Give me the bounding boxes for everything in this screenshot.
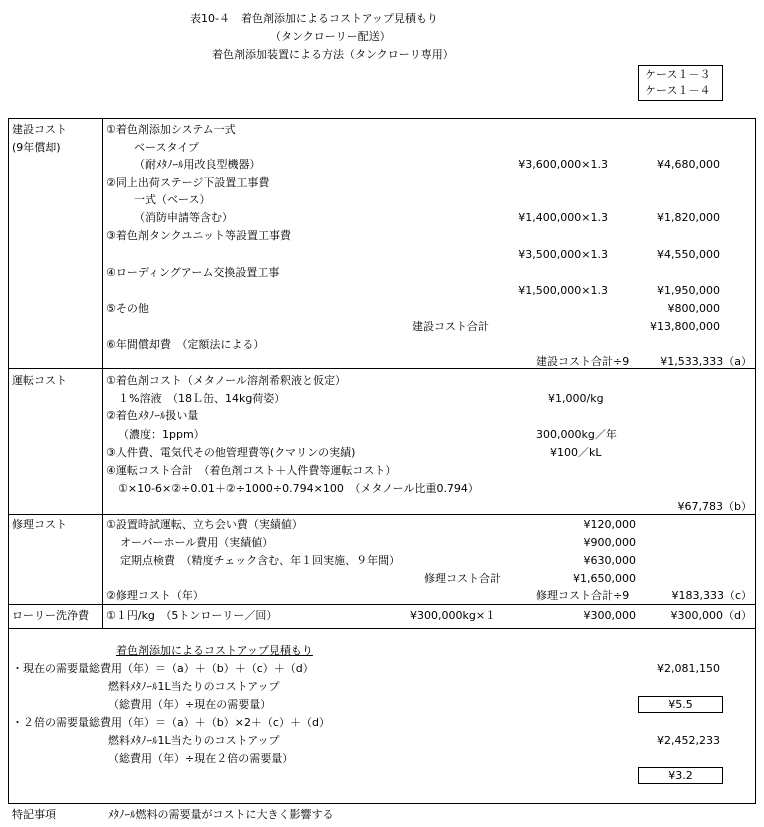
- summary-current-costup: 燃料ﾒﾀﾉｰﾙ1L当たりのコストアップ: [108, 680, 280, 693]
- construction-item4-value: ¥1,950,000: [657, 284, 720, 297]
- construction-item3-calc: ¥3,500,000×1.3: [518, 248, 608, 261]
- construction-item1-detail: （耐ﾒﾀﾉｰﾙ用改良型機器）: [134, 158, 261, 171]
- note-label: 特記事項: [12, 808, 56, 821]
- construction-item4: ④ローディングアーム交換設置工事: [106, 266, 280, 279]
- construction-item5-value: ¥800,000: [667, 302, 720, 315]
- repair-annual-value: ¥183,333（c）: [671, 589, 752, 602]
- repair-total-label: 修理コスト合計: [424, 572, 501, 585]
- construction-item4-calc: ¥1,500,000×1.3: [518, 284, 608, 297]
- operation-item2-value: 300,000kg／年: [536, 428, 617, 441]
- operation-item1-detail: １%溶液 （18Ｌ缶、14kg荷姿）: [118, 392, 286, 405]
- construction-item2-detail: （消防申請等含む）: [134, 211, 233, 224]
- repair-overhaul-value: ¥900,000: [583, 536, 636, 549]
- construction-label: 建設コスト: [12, 123, 67, 136]
- repair-total-value: ¥1,650,000: [573, 572, 636, 585]
- operation-formula: ①×10-6×②÷0.01＋②÷1000÷0.794×100 （メタノール比重0.794）: [118, 482, 479, 495]
- case-label-2: ケース１－４: [645, 84, 711, 97]
- summary-current-formula: （総費用（年）÷現在の需要量）: [108, 698, 272, 711]
- washing-calc: ¥300,000kg×１: [410, 609, 497, 622]
- repair-inspection: 定期点検費 （精度チェック含む、年１回実施、９年間）: [120, 554, 401, 567]
- construction-item1: ①着色剤添加システム一式: [106, 123, 236, 136]
- repair-label: 修理コスト: [12, 518, 67, 531]
- construction-item3-value: ¥4,550,000: [657, 248, 720, 261]
- construction-item5: ⑤その他: [106, 302, 149, 315]
- case-label-1: ケース１－３: [645, 68, 711, 81]
- repair-overhaul: オーバーホール費用（実績値）: [120, 536, 274, 549]
- summary-heading: 着色剤添加によるコストアップ見積もり: [116, 644, 313, 657]
- operation-item3-value: ¥100／kL: [550, 446, 602, 459]
- construction-total-label: 建設コスト合計: [412, 320, 489, 333]
- page-method: 着色剤添加装置による方法（タンクローリ専用）: [212, 48, 454, 61]
- summary-double-formula: （総費用（年）÷現在２倍の需要量）: [108, 752, 294, 765]
- page-title: 表10-４ 着色剤添加によるコストアップ見積もり: [190, 12, 438, 25]
- summary-current-result: ¥5.5: [668, 698, 693, 711]
- construction-annual-value: ¥1,533,333（a）: [660, 355, 752, 368]
- section-divider-operation: [8, 368, 756, 369]
- washing-value2: ¥300,000（d）: [670, 609, 752, 622]
- washing-value1: ¥300,000: [583, 609, 636, 622]
- construction-item1-value: ¥4,680,000: [657, 158, 720, 171]
- section-divider-summary: [8, 628, 756, 629]
- summary-double-result: ¥3.2: [668, 769, 693, 782]
- construction-item2-sub: 一式（ベース）: [134, 193, 211, 206]
- construction-item2-value: ¥1,820,000: [657, 211, 720, 224]
- construction-item2: ②同上出荷ステージ下設置工事費: [106, 176, 270, 189]
- construction-annual-label: 建設コスト合計÷9: [536, 355, 630, 368]
- note-text: ﾒﾀﾉｰﾙ燃料の需要量がコストに大きく影響する: [108, 808, 334, 821]
- current-result-box: [638, 696, 723, 713]
- section-divider-repair: [8, 514, 756, 515]
- construction-total-value: ¥13,800,000: [650, 320, 720, 333]
- label-column-divider: [102, 118, 103, 628]
- case-box: [638, 65, 723, 101]
- summary-double-costup: 燃料ﾒﾀﾉｰﾙ1L当たりのコストアップ: [108, 734, 280, 747]
- washing-item: ①１円/kg （5トンローリー／回）: [106, 609, 278, 622]
- operation-label: 運転コスト: [12, 374, 67, 387]
- construction-item1-sub: ベースタイプ: [134, 141, 199, 154]
- operation-item4: ④運転コスト合計 （着色剤コスト＋人件費等運転コスト）: [106, 464, 397, 477]
- operation-item2-detail: （濃度：1ppm）: [118, 428, 205, 441]
- construction-item3: ③着色剤タンクユニット等設置工事費: [106, 229, 291, 242]
- construction-item2-calc: ¥1,400,000×1.3: [518, 211, 608, 224]
- summary-double-total: ¥2,452,233: [657, 734, 720, 747]
- operation-item3: ③人件費、電気代その他管理費等(クマリンの実績): [106, 446, 356, 459]
- section-divider-washing: [8, 604, 756, 605]
- summary-current-total: ¥2,081,150: [657, 662, 720, 675]
- repair-item1: ①設置時試運転、立ち会い費（実績値）: [106, 518, 303, 531]
- operation-item1: ①着色剤コスト（メタノール溶剤希釈液と仮定）: [106, 374, 346, 387]
- construction-sublabel: (9年償却): [12, 141, 61, 154]
- washing-label: ローリー洗浄費: [12, 609, 89, 622]
- construction-item1-calc: ¥3,600,000×1.3: [518, 158, 608, 171]
- repair-annual-label: 修理コスト合計÷9: [536, 589, 630, 602]
- summary-double-line: ・２倍の需要量総費用（年）＝（a）＋（b）×2＋（c）＋（d）: [12, 716, 330, 729]
- repair-inspection-value: ¥630,000: [583, 554, 636, 567]
- operation-item2: ②着色ﾒﾀﾉｰﾙ扱い量: [106, 409, 199, 422]
- operation-total-value: ¥67,783（b）: [677, 500, 752, 513]
- page-subtitle: （タンクローリー配送）: [270, 30, 391, 43]
- construction-item6: ⑥年間償却費 （定額法による）: [106, 338, 265, 351]
- operation-item1-value: ¥1,000/kg: [548, 392, 604, 405]
- summary-current-line: ・現在の需要量総費用（年）＝（a）＋（b）＋（c）＋（d）: [12, 662, 314, 675]
- repair-item2: ②修理コスト（年）: [106, 589, 204, 602]
- double-result-box: [638, 767, 723, 784]
- repair-item1-value: ¥120,000: [583, 518, 636, 531]
